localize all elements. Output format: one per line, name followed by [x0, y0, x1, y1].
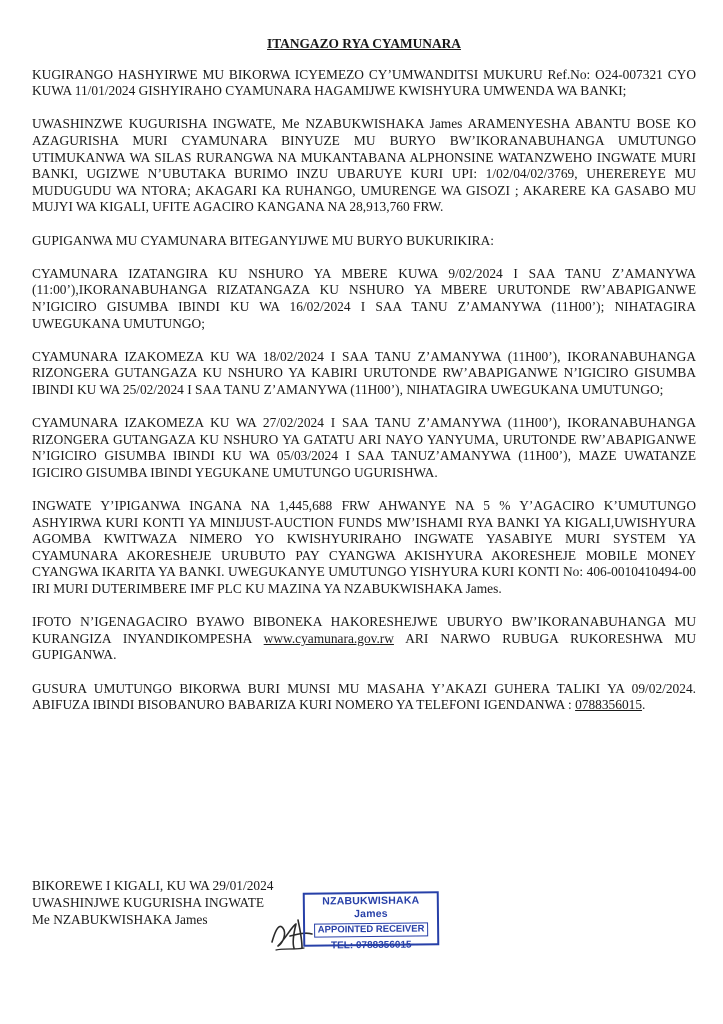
paragraph-first-round: CYAMUNARA IZATANGIRA KU NSHURO YA MBERE KUWA 9/02/2024 I SAA TANU Z’AMANYWA (11:00’),IKORANABUHANGA RIZATANGAZA KU NSHURO YA MBERE URUTONDE RW’ABAPIGANWE N’IGICIRO GISUMBA IBINDI KU WA 16/02/2024 I SAA TANU Z’AMANYWA (11H00’); NIHATAGIRA UWEGUKANA UMUTUNGO;	[32, 265, 696, 331]
paragraph-visit-property	[32, 681, 696, 714]
receiver-stamp	[303, 891, 440, 952]
paragraph-court-order: KUGIRANGO HASHYIRWE MU BIKORWA ICYEMEZO CY’UMWANDITSI MUKURU Ref.No: O24-007321 CYO KUWA 11/01/2024 GISHYIRAHO CYAMUNARA HAGAMIJWE KWISHYURA UMWENDA WA BANKI;	[32, 66, 696, 99]
paragraph-second-round: CYAMUNARA IZAKOMEZA KU WA 18/02/2024 I SAA TANU Z’AMANYWA (11H00’), IKORANABUHANGA RIZONGERA GUTANGAZA KU NSHURO YA KABIRI URUTONDE RW’ABAPIGANWE N’IGICIRO GISUMBA IBINDI KU WA 25/02/2024 I SAA TANU Z’AMANYWA (11H00’), NIHATAGIRA UWEGUKANA UMUTUNGO;	[32, 348, 696, 397]
visit-text-before: GUSURA UMUTUNGO BIKORWA BURI MUNSI MU MASAHA Y’AKAZI GUHERA TALIKI YA 09/02/2024. ABIFUZA IBINDI BISOBANURO BABARIZA KURI NOMERO YA TELEFONI IGENDANWA :	[32, 680, 696, 713]
auction-website-link[interactable]: www.cyamunara.gov.rw	[263, 630, 394, 646]
notice-document	[32, 36, 696, 730]
photo-text-before: IFOTO N’IGENAGACIRO BYAWO BIBONEKA HAKORESHEJWE UBURYO BW’IKORANABUHANGA MU KURANGIZA INYANDIKOMPESHA	[32, 614, 696, 646]
signed-place-date: BIKOREWE I KIGALI, KU WA 29/01/2024	[32, 878, 274, 893]
document-title: ITANGAZO RYA CYAMUNARA	[267, 36, 461, 51]
stamp-role: APPOINTED RECEIVER	[314, 922, 428, 937]
stamp-name: NZABUKWISHAKA James	[322, 894, 420, 921]
paragraph-bidding-intro: GUPIGANWA MU CYAMUNARA BITEGANYIJWE MU BURYO BUKURIKIRA:	[32, 232, 494, 248]
visit-text-after: .	[642, 697, 646, 713]
contact-phone-number: 0788356015	[575, 697, 643, 713]
photo-text-after: ARI NARWO RUBUGA RUKORESHWA MU GUPIGANWA.	[32, 630, 696, 663]
paragraph-guarantee-deposit: INGWATE Y’IPIGANWA INGANA NA 1,445,688 FRW AHWANYE NA 5 % Y’AGACIRO K’UMUTUNGO ASHYIRWA KURI KONTI YA MINIJUST-AUCTION FUNDS MW’ISHAMI RYA BANKI YA KIGALI,UWISHYURA AGOMBA KWITWAZA NIMERO YO KWISHYURIRAHO INGWATE YASABIYE MURI SYSTEM YA CYAMUNARA AKORESHEJE URUBUTO PAY CYANGWA AKISHYURA AKORESHEJE MOBILE MONEY CYANGWA IKARITA YA BANKI. UWEGUKANYE UMUTUNGO YISHYURA KURI KONTI No: 406-0010410494-00 IRI MURI DUTERIMBERE IMF PLC KU MAZINA YA NZABUKWISHAKA James.	[32, 498, 696, 596]
paragraph-photo-valuation	[32, 614, 696, 664]
stamp-phone: TEL: 0788356015	[330, 939, 412, 952]
paragraph-third-round: CYAMUNARA IZAKOMEZA KU WA 27/02/2024 I SAA TANU Z’AMANYWA (11H00’), IKORANABUHANGA RIZONGERA GUTANGAZA KU NSHURO YA GATATU ARI NAYO YANYUMA, URUTONDE RW’ABAPIGANWE N’IGICIRO GISUMBA IBINDI KU WA 05/03/2024 I SAA TANUZ’AMANYWA (11H00’), MAZE UWATANZE IGICIRO GISUMBA IBINDI YEGUKANE UMUTUNGO UGURISHWA.	[32, 415, 696, 480]
signer-name: Me NZABUKWISHAKA James	[32, 912, 208, 927]
signer-role: UWASHINJWE KUGURISHA INGWATE	[32, 895, 265, 910]
paragraph-receiver-announcement: UWASHINZWE KUGURISHA INGWATE, Me NZABUKWISHAKA James ARAMENYESHA ABANTU BOSE KO AZAGURISHA MURI CYAMUNARA BINYUZE MU BURYO BW’IKORANABUHANGA UMUTUNGO UTIMUKANWA WA SILAS RURANGWA NA MUKANTABANA ALPHONSINE WATANZWEHO INGWATE MURI BANKI, UGIZWE N’UBUTAKA BURIMO INZU UBARUYE KURI UPI: 1/02/04/02/3769, UHEREREYE MU MUDUGUDU WA NTORA; AKAGARI KA RUHANGO, UMURENGE WA GISOZI ; AKARERE KA GASABO MU MUJYI WA KIGALI, UFITE AGACIRO KANGANA NA 28,913,760 FRW.	[32, 116, 696, 215]
